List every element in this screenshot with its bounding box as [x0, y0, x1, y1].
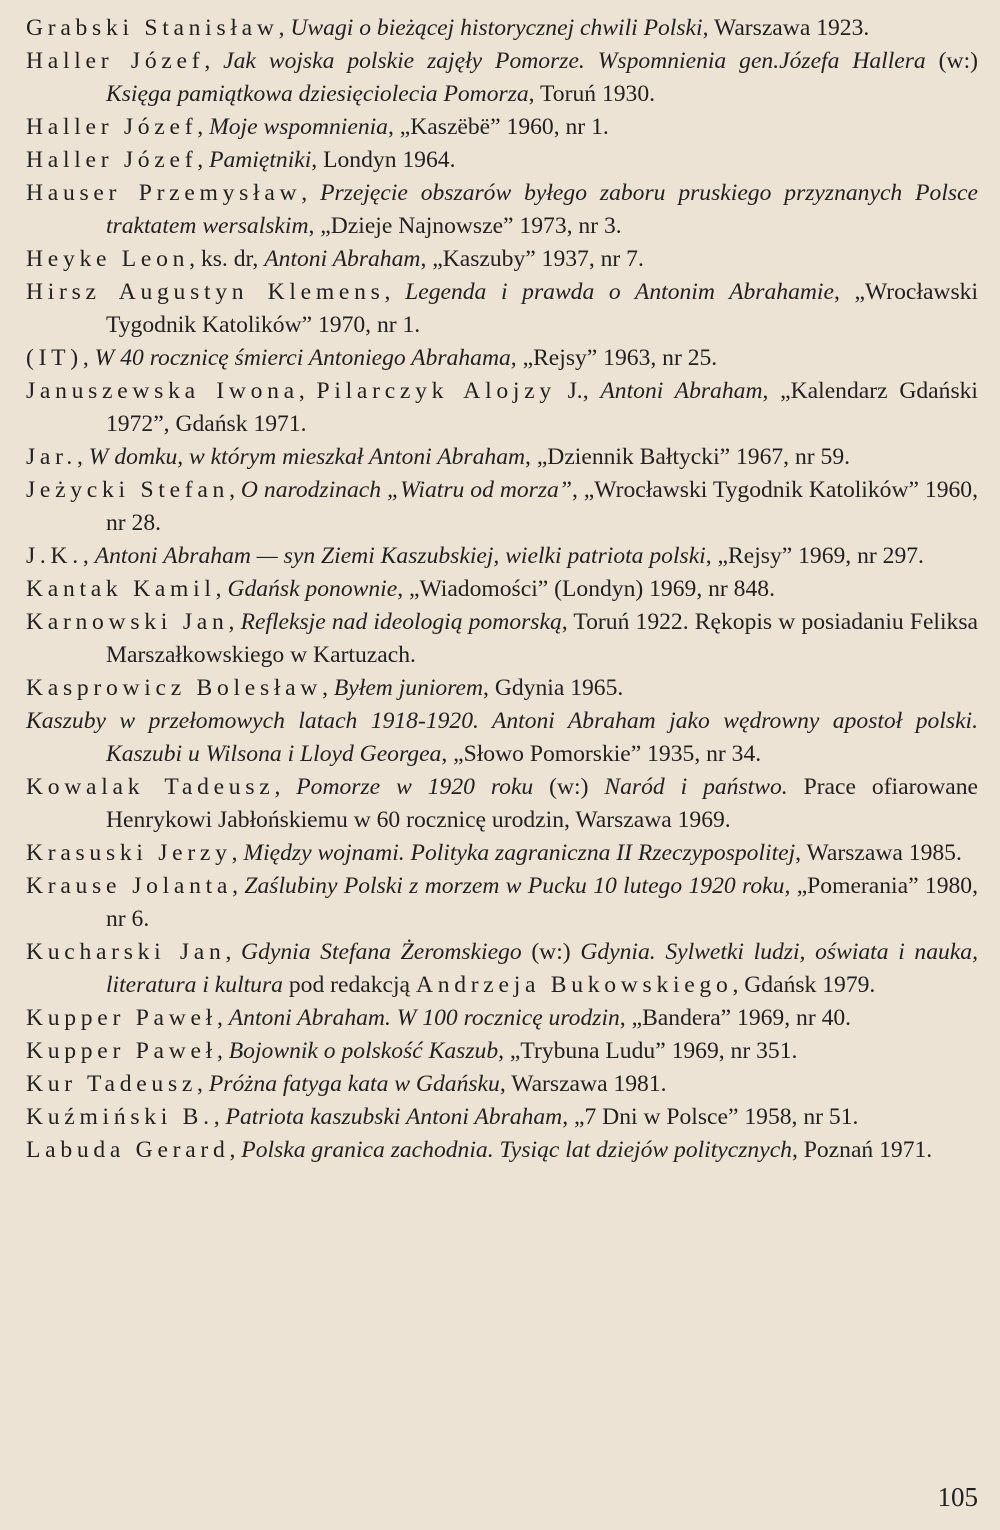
entry-text: , „Wrocławski Tygodnik Katolików” 1970, nr 1.: [106, 279, 978, 338]
entry-author: Kasprowicz Bolesław: [26, 675, 323, 701]
entry-author: Kantak Kamil: [26, 576, 216, 602]
entry-author: (IT): [26, 345, 83, 371]
entry-author: Kupper Paweł: [26, 1038, 217, 1064]
entry-text: ,: [197, 114, 210, 140]
entry-text: , „Wiadomości” (Londyn) 1969, nr 848.: [397, 576, 775, 602]
entry-text: , „Rejsy” 1963, nr 25.: [510, 345, 718, 371]
entry-text: ,: [231, 840, 244, 866]
bibliography-entry: [26, 606, 978, 672]
entry-text: ,: [232, 873, 245, 899]
entry-text: ,: [278, 15, 291, 41]
bibliography-entry: [26, 936, 978, 1002]
entry-text: , ks. dr,: [189, 246, 265, 272]
entry-text: ,: [384, 279, 406, 305]
entry-text: (w:): [521, 939, 581, 965]
entry-text: , Poznań 1971.: [791, 1137, 933, 1163]
entry-text: , „Bandera” 1969, nr 40.: [619, 1005, 852, 1031]
entry-text: ,: [229, 477, 241, 503]
entry-title: Naród i państwo.: [604, 774, 788, 800]
entry-text: , „Kalendarz Gdański 1972”, Gdańsk 1971.: [106, 378, 978, 437]
entry-title: Gdynia Stefana Żeromskiego: [241, 939, 522, 965]
entry-author: Haller Józef: [26, 147, 198, 173]
entry-author: Jeżycki Stefan: [26, 477, 230, 503]
entry-title: Księga pamiątkowa dziesięciolecia Pomorza: [106, 81, 529, 107]
entry-text: ,: [197, 1071, 209, 1097]
entry-text: ,: [204, 48, 224, 74]
entry-author: J.K.: [26, 543, 83, 569]
entry-text: ,: [82, 345, 95, 371]
entry-title: Jak wojska polskie zajęły Pomorze. Wspomnienia gen.Józefa Hallera: [223, 48, 926, 74]
entry-title: Zaślubiny Polski z morzem w Pucku 10 lutego 1920 roku: [244, 873, 785, 899]
bibliography-entry: [26, 870, 978, 936]
entry-text: , „Słowo Pomorskie” 1935, nr 34.: [441, 741, 762, 767]
entry-title: Antoni Abraham: [600, 378, 763, 404]
entry-author: Kowalak Tadeusz: [26, 774, 275, 800]
entry-author: Karnowski Jan: [26, 609, 229, 635]
bibliography-entry: [26, 540, 978, 573]
entry-title: W 40 rocznicę śmierci Antoniego Abrahama: [94, 345, 511, 371]
bibliography-list: [26, 12, 978, 1167]
bibliography-entry: [26, 771, 978, 837]
bibliography-entry: [26, 1068, 978, 1101]
bibliography-entry: [26, 111, 978, 144]
entry-author: Pilarczyk Alojzy: [316, 378, 556, 404]
entry-author: Grabski Stanisław: [26, 15, 279, 41]
bibliography-entry: [26, 573, 978, 606]
bibliography-entry: [26, 441, 978, 474]
bibliography-entry: [26, 342, 978, 375]
entry-title: Antoni Abraham. W 100 rocznicę urodzin: [228, 1005, 620, 1031]
entry-author: Labuda Gerard: [26, 1137, 230, 1163]
entry-text: ,: [82, 543, 95, 569]
entry-author: Januszewska Iwona: [26, 378, 299, 404]
entry-author: Heyke Leon: [26, 246, 190, 272]
entry-title: O narodzinach „Wiatru od morza”: [240, 477, 572, 503]
entry-title: Polska granica zachodnia. Tysiąc lat dziejów politycznych: [241, 1137, 792, 1163]
entry-title: Bojownik o polskość Kaszub: [228, 1038, 499, 1064]
entry-author: Andrzeja Bukowskiego: [415, 972, 733, 998]
bibliography-entry: [26, 1002, 978, 1035]
entry-text: (w:): [533, 774, 605, 800]
entry-text: , Toruń 1930.: [528, 81, 656, 107]
entry-text: ,: [322, 675, 334, 701]
entry-author: Kupper Paweł: [26, 1005, 217, 1031]
entry-text: , „7 Dni w Polsce” 1958, nr 51.: [562, 1104, 859, 1130]
entry-text: ,: [216, 1038, 229, 1064]
entry-author: Hauser Przemysław: [26, 180, 302, 206]
entry-text: ,: [225, 939, 242, 965]
entry-title: Między wojnami. Polityka zagraniczna II Rzeczypospolitej: [243, 840, 796, 866]
entry-text: , „Rejsy” 1969, nr 297.: [705, 543, 924, 569]
entry-title: Legenda i prawda o Antonim Abrahamie: [405, 279, 834, 305]
entry-text: ,: [216, 1005, 229, 1031]
entry-title: Antoni Abraham — syn Ziemi Kaszubskiej, wielki patriota polski: [94, 543, 706, 569]
bibliography-entry: [26, 837, 978, 870]
entry-author: Krause Jolanta: [26, 873, 233, 899]
bibliography-entry: [26, 12, 978, 45]
entry-author: Haller Józef: [26, 114, 198, 140]
entry-title: Patriota kaszubski Antoni Abraham: [225, 1104, 563, 1130]
bibliography-entry: [26, 375, 978, 441]
entry-text: Prace ofiarowane Henrykowi Jabłońskiemu w 60 rocznicę urodzin, Warszawa 1969.: [106, 774, 979, 833]
entry-text: , „Trybuna Ludu” 1969, nr 351.: [498, 1038, 798, 1064]
bibliography-entry: [26, 276, 978, 342]
bibliography-entry: [26, 672, 978, 705]
entry-author: Krasuski Jerzy: [26, 840, 232, 866]
bibliography-entry: [26, 474, 978, 540]
entry-title: Uwagi o bieżącej historycznej chwili Polski: [290, 15, 703, 41]
bibliography-entry: [26, 705, 978, 771]
entry-text: pod redakcją: [282, 972, 416, 998]
page-number: 105: [937, 1482, 978, 1512]
entry-author: Haller Józef: [26, 48, 205, 74]
entry-title: Gdańsk ponownie: [227, 576, 398, 602]
entry-author: Hirsz Augustyn Klemens: [26, 279, 385, 305]
entry-text: ,: [197, 147, 210, 173]
entry-title: Pomorze w 1920 roku: [296, 774, 534, 800]
entry-text: ,: [213, 1104, 226, 1130]
entry-author: Kucharski Jan: [26, 939, 226, 965]
entry-title: Gdynia. Sylwetki ludzi, oświata i nauka, literatura i kultura: [106, 939, 978, 998]
entry-title: Byłem juniorem: [333, 675, 484, 701]
entry-text: ,: [301, 180, 321, 206]
entry-text: , Warszawa 1985.: [795, 840, 962, 866]
entry-text: , „Dzieje Najnowsze” 1973, nr 3.: [308, 213, 622, 239]
entry-title: Refleksje nad ideologią pomorską: [240, 609, 562, 635]
entry-text: ,: [229, 1137, 242, 1163]
entry-author: Jar.: [26, 444, 77, 470]
bibliography-entry: [26, 1101, 978, 1134]
bibliography-entry: [26, 1134, 978, 1167]
entry-text: , „Dziennik Bałtycki” 1967, nr 59.: [525, 444, 851, 470]
entry-text: (w:): [925, 48, 978, 74]
entry-title: Pamiętniki: [209, 147, 312, 173]
entry-text: ,: [215, 576, 228, 602]
entry-text: ,: [228, 609, 241, 635]
bibliography-entry: [26, 1035, 978, 1068]
entry-text: ,: [298, 378, 317, 404]
entry-text: , Gdańsk 1979.: [732, 972, 876, 998]
bibliography-entry: [26, 243, 978, 276]
entry-text: , Warszawa 1923.: [702, 15, 870, 41]
entry-text: ,: [77, 444, 89, 470]
bibliography-entry: [26, 177, 978, 243]
entry-title: Próżna fatyga kata w Gdańsku: [208, 1071, 500, 1097]
entry-text: ,: [274, 774, 297, 800]
entry-title: W domku, w którym mieszkał Antoni Abraham: [88, 444, 526, 470]
entry-author: Kur Tadeusz: [26, 1071, 198, 1097]
entry-title: Przejęcie obszarów byłego zaboru pruskiego przyznanych Polsce traktatem wersalskim: [106, 180, 979, 239]
entry-text: , „Wrocławski Tygodnik Katolików” 1960, nr 28.: [106, 477, 979, 536]
bibliography-entry: [26, 144, 978, 177]
entry-title: Antoni Abraham: [264, 246, 421, 272]
entry-title: Kaszuby w przełomowych latach 1918-1920. Antoni Abraham jako wędrowny apostoł polski. Kaszubi u Wilsona i Lloyd Georgea: [26, 708, 978, 767]
entry-text: , Warszawa 1981.: [499, 1071, 667, 1097]
entry-text: , Londyn 1964.: [311, 147, 456, 173]
entry-text: , „Pomerania” 1980, nr 6.: [106, 873, 978, 932]
entry-author: Kuźmiński B.: [26, 1104, 214, 1130]
entry-text: , Toruń 1922. Rękopis w posiadaniu Feliksa Marszałkowskiego w Kartuzach.: [106, 609, 978, 668]
entry-text: , „Kaszëbë” 1960, nr 1.: [387, 114, 609, 140]
entry-text: J.,: [555, 378, 601, 404]
bibliography-entry: [26, 45, 978, 111]
entry-title: Moje wspomnienia: [209, 114, 388, 140]
entry-text: , „Kaszuby” 1937, nr 7.: [420, 246, 644, 272]
entry-text: , Gdynia 1965.: [483, 675, 624, 701]
